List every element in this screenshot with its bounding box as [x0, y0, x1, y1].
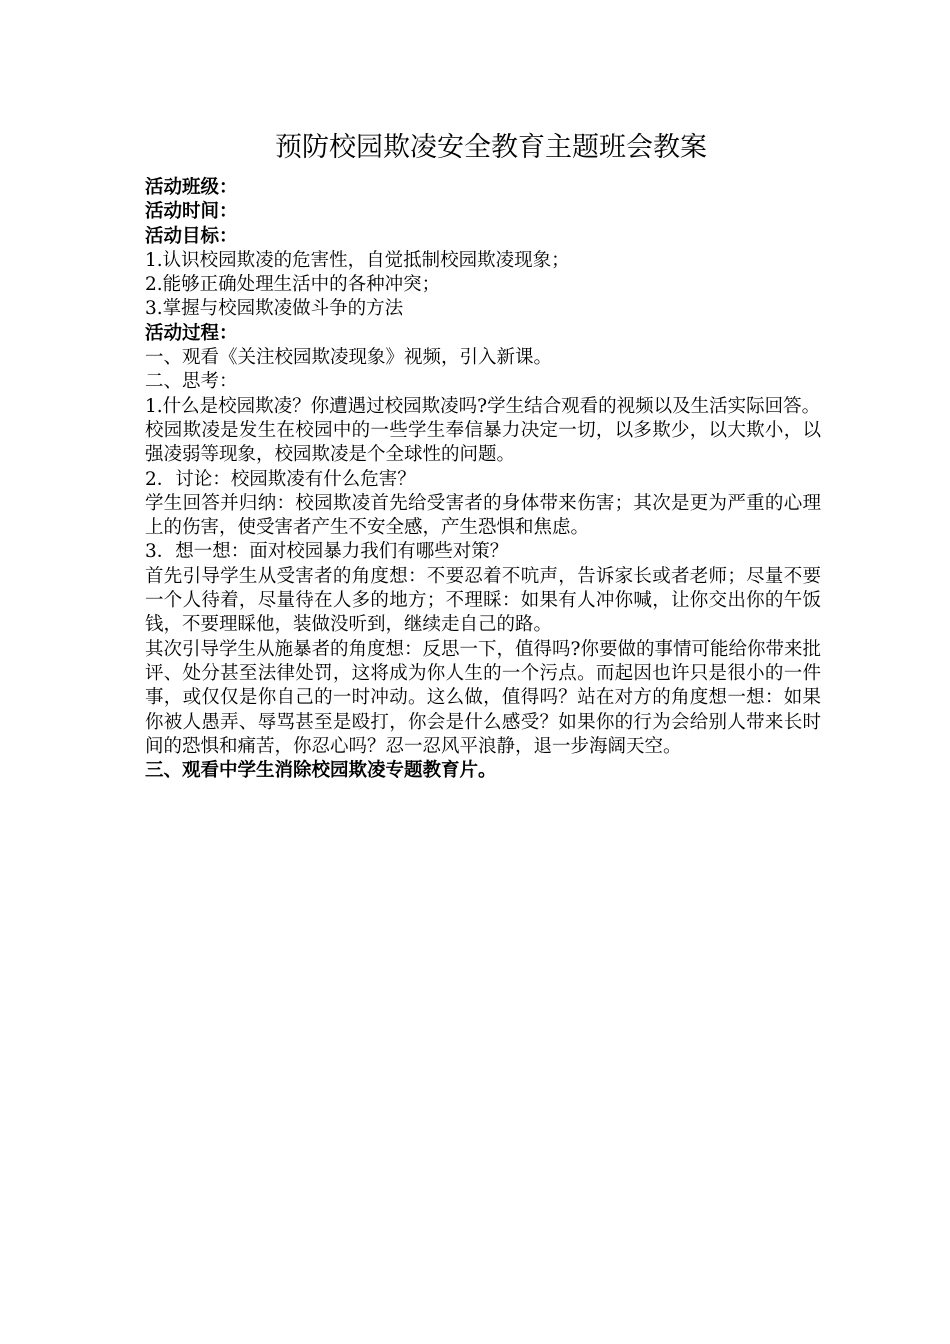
- answer-one: 校园欺凌是发生在校园中的一些学生奉信暴力决定一切，以多欺少，以大欺小，以强凌弱等现象，校园欺凌是个全球性的问题。: [145, 419, 821, 466]
- document-page: [145, 128, 821, 783]
- answer-three-bully: 其次引导学生从施暴者的角度想：反思一下，值得吗?你要做的事情可能给你带来批评、处分甚至法律处罚，这将成为你人生的一个污点。而起因也许只是很小的一件事，或仅仅是你自己的一时冲动。这么做，值得吗？站在对方的角度想一想：如果你被人愚弄、辱骂甚至是殴打，你会是什么感受？如果你的行为会给别人带来长时间的恐惧和痛苦，你忍心吗？忍一忍风平浪静，退一步海阔天空。: [145, 638, 821, 757]
- goal-item: 1.认识校园欺凌的危害性，自觉抵制校园欺凌现象；: [145, 249, 570, 271]
- answer-three-victim: 首先引导学生从受害者的角度想：不要忍着不吭声，告诉家长或者老师；尽量不要一个人待着，尽量待在人多的地方；不理睬：如果有人冲你喊，让你交出你的午饭钱，不要理睬他，装做没听到，继续走自己的路。: [145, 565, 821, 636]
- time-label: 活动时间：: [145, 201, 238, 223]
- step-one: 一、观看《关注校园欺凌现象》视频，引入新课。: [145, 347, 553, 369]
- process-label: 活动过程：: [145, 322, 238, 344]
- goal-label: 活动目标：: [145, 225, 238, 247]
- document-title: 预防校园欺凌安全教育主题班会教案: [275, 132, 707, 163]
- goal-item: 2.能够正确处理生活中的各种冲突；: [145, 274, 441, 296]
- question-one: 1.什么是校园欺凌？你遭遇过校园欺凌吗?学生结合观看的视频以及生活实际回答。: [145, 395, 821, 417]
- step-two: 二、思考：: [145, 371, 238, 393]
- question-two: 2．讨论：校园欺凌有什么危害？: [145, 468, 416, 490]
- answer-two: 学生回答并归纳：校园欺凌首先给受害者的身体带来伤害；其次是更为严重的心理上的伤害，使受害者产生不安全感，产生恐惧和焦虑。: [145, 492, 821, 539]
- step-three: 三、观看中学生消除校园欺凌专题教育片。: [145, 760, 497, 782]
- goal-item: 3.掌握与校园欺凌做斗争的方法: [145, 298, 404, 320]
- question-three: 3．想一想：面对校园暴力我们有哪些对策？: [145, 541, 509, 563]
- class-label: 活动班级：: [145, 177, 238, 198]
